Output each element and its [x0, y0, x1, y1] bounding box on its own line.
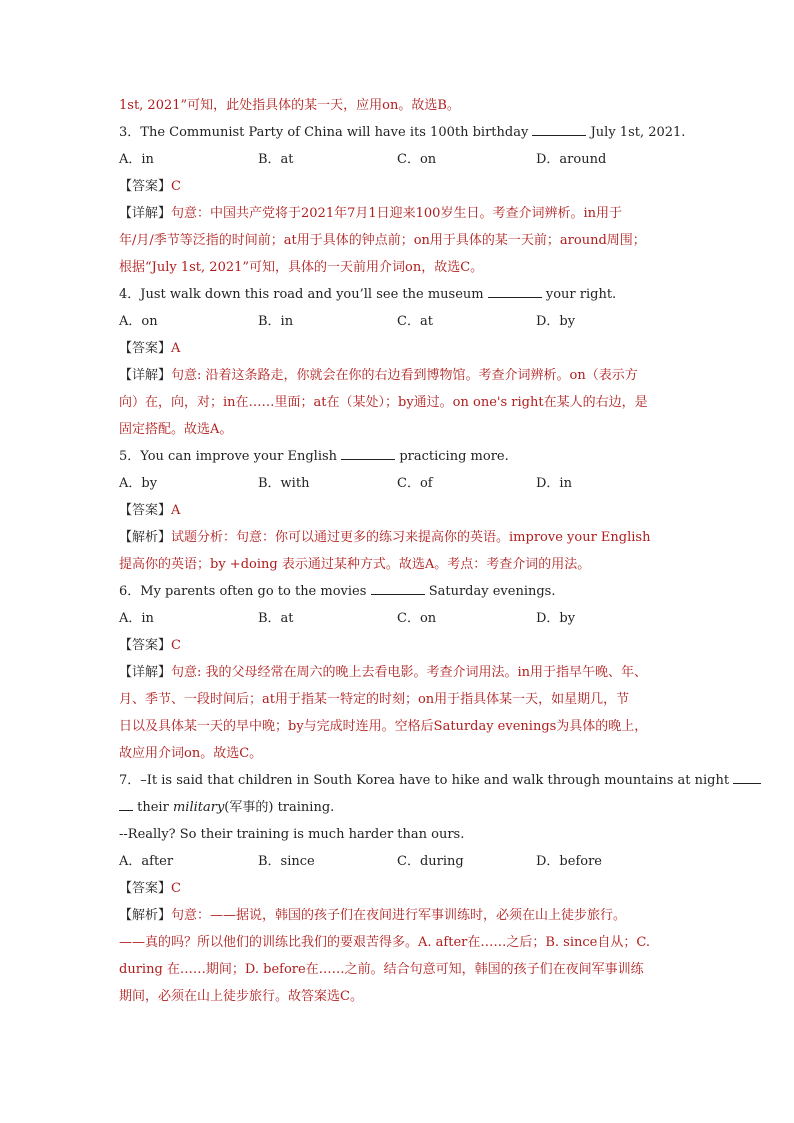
explanation-text: 提高你的英语；by +doing 表示通过某种方式。故选A。考点：考查介词的用法。 — [119, 557, 591, 572]
stem-text: their — [137, 800, 169, 815]
option-a: A．after — [119, 854, 174, 869]
explanation-label: 【详解】 — [119, 206, 172, 221]
question-stem-continued — [119, 794, 689, 821]
stem-text: 5．You can improve your English — [119, 449, 338, 464]
answer-blank-tail — [119, 798, 133, 811]
explanation-text: 月、季节、一段时间后；at用于指某一特定的时刻；on用于指具体某一天，如星期几，节 — [119, 692, 630, 707]
stem-text: 4．Just walk down this road and you’ll see the museum — [119, 287, 484, 302]
answer-label: 【答案】 — [119, 179, 172, 194]
option-b: B．since — [258, 854, 315, 869]
answer-label: 【答案】 — [119, 881, 172, 896]
explanation-label: 【详解】 — [119, 368, 172, 383]
answer-blank — [341, 447, 395, 460]
question-stem — [119, 119, 689, 146]
option-d: D．by — [536, 314, 576, 329]
option-a: A．by — [119, 476, 158, 491]
option-d: D．before — [536, 854, 602, 869]
option-b: B．with — [258, 476, 310, 491]
explanation-text: 故应用介词on。故选C。 — [119, 746, 263, 761]
option-a: A．on — [119, 314, 158, 329]
answer-blank — [371, 582, 425, 595]
question-7 — [119, 767, 730, 1010]
question-5 — [119, 443, 689, 578]
option-d: D．around — [536, 152, 607, 167]
option-d: D．by — [536, 611, 576, 626]
explanation-text: 期间，必须在山上徒步旅行。故答案选C。 — [119, 989, 363, 1004]
explanation-text: 年/月/季节等泛指的时间前；at用于具体的钟点前；on用于具体的某一天前；around周围； — [119, 233, 646, 248]
explanation-text: ——真的吗？所以他们的训练比我们的要艰苦得多。A. after在……之后；B. since自从；C. — [119, 935, 650, 950]
question-6 — [119, 578, 689, 767]
explanation-text: 句意：——据说，韩国的孩子们在夜间进行军事训练时，必须在山上徒步旅行。 — [171, 908, 627, 923]
stem-text: 7．–It is said that children in South Korea have to hike and walk through mountains at night — [119, 773, 730, 788]
explanation-text: 试题分析：句意：你可以通过更多的练习来提高你的英语。improve your English — [171, 530, 651, 545]
stem-text: (军事的) training. — [224, 800, 335, 815]
answer-line — [119, 632, 689, 659]
option-b: B．in — [258, 314, 294, 329]
answer-value: A — [171, 503, 181, 518]
answer-value: C — [171, 179, 181, 194]
answer-line — [119, 335, 689, 362]
question-stem — [119, 281, 689, 308]
explanation-text: 向）在，向，对；in在……里面；at在（某处）；by通过。on one's right在某人的右边，是 — [119, 395, 648, 410]
option-a: A．in — [119, 611, 154, 626]
option-a: A．in — [119, 152, 154, 167]
option-c: C．on — [397, 611, 437, 626]
stem-text: 6．My parents often go to the movies — [119, 584, 367, 599]
answer-value: C — [171, 638, 181, 653]
question-4 — [119, 281, 689, 443]
question-stem — [119, 578, 689, 605]
explanation-label: 【解析】 — [119, 908, 172, 923]
explanation-text: 固定搭配。故选A。 — [119, 422, 233, 437]
explanation-text: 句意: 沿着这条路走，你就会在你的右边看到博物馆。考查介词辨析。on（表示方 — [171, 368, 638, 383]
question-3 — [119, 119, 689, 281]
explanation-label: 【详解】 — [119, 665, 172, 680]
explanation-text: 句意：中国共产党将于2021年7月1日迎来100岁生日。考查介词辨析。in用于 — [171, 206, 622, 221]
stem-text: Saturday evenings. — [428, 584, 556, 599]
explanation-line — [119, 659, 689, 686]
options-row — [119, 308, 689, 335]
question-dialogue-reply: --Really? So their training is much harder than ours. — [119, 827, 465, 842]
stem-text: practicing more. — [399, 449, 509, 464]
answer-blank — [488, 285, 542, 298]
explanation-line — [119, 200, 689, 227]
explanation-label: 【解析】 — [119, 530, 172, 545]
explanation-line — [119, 524, 689, 551]
options-row — [119, 605, 689, 632]
explanation-line — [119, 902, 689, 929]
option-c: C．on — [397, 152, 437, 167]
explanation-text: during 在……期间；D. before在……之前。结合句意可知，韩国的孩子们在夜间军事训练 — [119, 962, 644, 977]
option-c: C．during — [397, 854, 464, 869]
document-page — [119, 92, 730, 1010]
answer-line — [119, 497, 689, 524]
answer-label: 【答案】 — [119, 503, 172, 518]
answer-label: 【答案】 — [119, 638, 172, 653]
answer-blank — [733, 771, 761, 784]
option-c: C．at — [397, 314, 433, 329]
answer-value: C — [171, 881, 181, 896]
options-row — [119, 146, 689, 173]
explanation-text: 句意: 我的父母经常在周六的晚上去看电影。考查介词用法。in用于指早午晚、年、 — [171, 665, 648, 680]
answer-line — [119, 173, 689, 200]
question-stem — [119, 767, 730, 794]
options-row — [119, 470, 689, 497]
stem-text: 3．The Communist Party of China will have its 100th birthday — [119, 125, 529, 140]
option-b: B．at — [258, 152, 294, 167]
answer-line — [119, 875, 689, 902]
option-b: B．at — [258, 611, 294, 626]
stem-text: your right. — [545, 287, 617, 302]
option-c: C．of — [397, 476, 433, 491]
answer-value: A — [171, 341, 181, 356]
answer-label: 【答案】 — [119, 341, 172, 356]
question-stem — [119, 443, 689, 470]
option-d: D．in — [536, 476, 572, 491]
options-row — [119, 848, 689, 875]
stem-italic-word: military — [172, 800, 225, 815]
explanation-text: 日以及具体某一天的早中晚；by与完成时连用。空格后Saturday evenings为具体的晚上， — [119, 719, 648, 734]
explanation-line — [119, 362, 689, 389]
stem-text: July 1st, 2021. — [590, 125, 686, 140]
answer-blank — [532, 123, 586, 136]
previous-explanation-tail: 1st, 2021”可知，此处指具体的某一天，应用on。故选B。 — [119, 98, 460, 113]
explanation-text: 根据“July 1st, 2021”可知，具体的一天前用介词on，故选C。 — [119, 260, 484, 275]
